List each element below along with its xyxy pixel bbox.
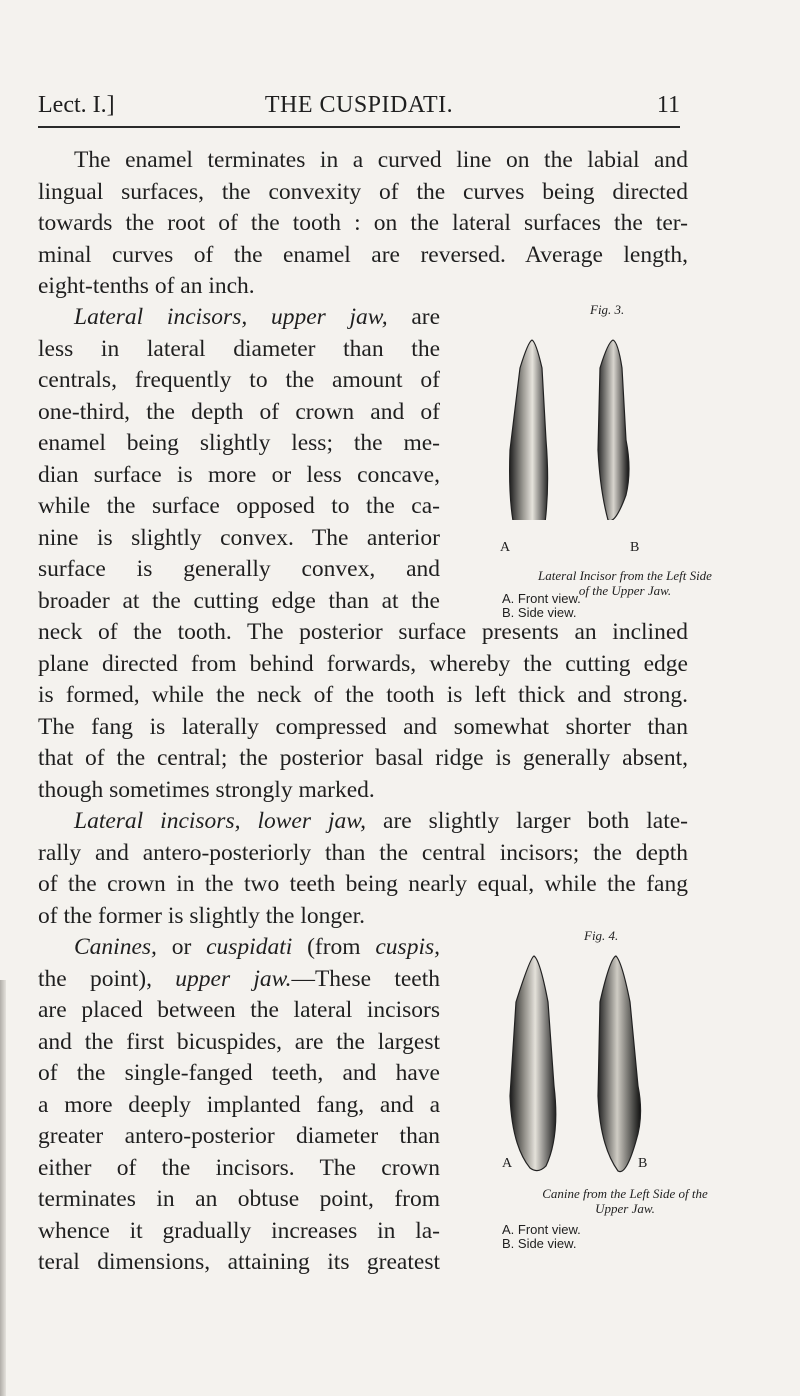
figure-3 bbox=[450, 300, 800, 600]
canine-illustration bbox=[450, 946, 800, 1176]
text-line: minal curves of the enamel are reversed. Average length, bbox=[38, 241, 688, 268]
text-line: of the crown in the two teeth being nearly equal, while the fang bbox=[38, 871, 688, 897]
text-line: rally and antero-posteriorly than the central incisors; the depth bbox=[38, 839, 688, 866]
text-line: lingual surfaces, the convexity of the curves being directed bbox=[38, 178, 688, 205]
figure-letter-a: A bbox=[502, 1156, 513, 1171]
text-line: the point), upper jaw.—These teeth bbox=[38, 965, 441, 992]
text-line: The fang is laterally compressed and somewhat shorter than bbox=[38, 713, 688, 740]
text-line: and the first bicuspides, are the largest bbox=[38, 1028, 440, 1055]
text-line: Canines, or cuspidati (from cuspis, bbox=[74, 934, 440, 960]
text-line: that of the central; the posterior basal ridge is generally absent, bbox=[38, 745, 688, 771]
text-line: neck of the tooth. The posterior surface presents an inclined bbox=[38, 619, 688, 645]
figure-letter-b: B bbox=[630, 540, 640, 555]
figure-letter-b: B bbox=[638, 1156, 648, 1171]
text-line: though sometimes strongly marked. bbox=[38, 776, 375, 803]
figure-4 bbox=[450, 928, 800, 1218]
tooth-side-view bbox=[598, 340, 629, 520]
figure-caption: Canine from the Left Side of the Upper Jaw. bbox=[542, 1186, 708, 1216]
text-line: either of the incisors. The crown bbox=[38, 1154, 440, 1181]
text-line: Lateral incisors, upper jaw, are bbox=[74, 304, 441, 330]
paragraph-continuation bbox=[38, 617, 688, 932]
lateral-incisor-illustration bbox=[450, 320, 800, 520]
subject-heading: Lateral incisors, lower jaw, bbox=[74, 808, 367, 834]
subject-heading: Canines, bbox=[74, 934, 157, 960]
subject-heading: Lateral incisors, upper jaw, bbox=[74, 304, 388, 330]
text-line: teral dimensions, attaining its greatest bbox=[38, 1249, 440, 1275]
figure-label: Fig. 4. bbox=[584, 928, 619, 943]
text-line: towards the root of the tooth : on the lateral surfaces the ter- bbox=[38, 210, 688, 236]
text-line: are placed between the lateral incisors bbox=[38, 997, 440, 1023]
text-line: of the former is slightly the longer. bbox=[38, 902, 365, 929]
text-line: a more deeply implanted fang, and a bbox=[38, 1091, 440, 1118]
text-line: eight-tenths of an inch. bbox=[38, 273, 255, 299]
text-line: dian surface is more or less concave, bbox=[38, 461, 440, 488]
text-line: Lateral incisors, lower jaw, are slightly larger both late- bbox=[74, 808, 688, 834]
text-line: of the single-fanged teeth, and have bbox=[38, 1060, 440, 1086]
text-line: whence it gradually increases in la- bbox=[38, 1217, 440, 1244]
header-title: THE CUSPIDATI. bbox=[264, 92, 454, 118]
text-line: enamel being slightly less; the me- bbox=[38, 430, 440, 456]
figure-4-legend: A. Front view. B. Side view. bbox=[502, 1222, 581, 1251]
tooth-side-view bbox=[598, 956, 641, 1172]
page-edge-shadow bbox=[0, 980, 6, 1396]
paragraph-canines bbox=[38, 932, 440, 1279]
text-line: centrals, frequently to the amount of bbox=[38, 367, 440, 393]
figure-3-legend: A. Front view. B. Side view. bbox=[502, 591, 581, 620]
figure-caption: Lateral Incisor from the Left Side of the Upper Jaw. bbox=[538, 568, 712, 598]
figure-label: Fig. 3. bbox=[590, 302, 625, 317]
tooth-front-view bbox=[510, 340, 548, 520]
text-line: broader at the cutting edge than at the bbox=[38, 587, 440, 614]
figure-letter-a: A bbox=[500, 540, 511, 555]
header-rule bbox=[38, 126, 680, 128]
tooth-front-view bbox=[510, 956, 556, 1171]
header-lecture: Lect. I.] bbox=[38, 92, 115, 118]
text-line: is formed, while the neck of the tooth is left thick and strong. bbox=[38, 682, 688, 708]
text-line: greater antero-posterior diameter than bbox=[38, 1123, 440, 1149]
page-number: 11 bbox=[656, 92, 680, 118]
text-line: terminates in an obtuse point, from bbox=[38, 1186, 440, 1212]
text-line: less in lateral diameter than the bbox=[38, 335, 440, 362]
text-line: nine is slightly convex. The anterior bbox=[38, 524, 440, 551]
text-line: one-third, the depth of crown and of bbox=[38, 398, 440, 425]
paragraph-enamel bbox=[38, 145, 688, 303]
text-line: surface is generally convex, and bbox=[38, 556, 440, 582]
text-line: plane directed from behind forwards, whereby the cutting edge bbox=[38, 650, 688, 677]
text-line: The enamel terminates in a curved line on the labial and bbox=[74, 147, 688, 173]
text-line: while the surface opposed to the ca- bbox=[38, 493, 440, 519]
paragraph-lateral-incisors-upper bbox=[38, 302, 440, 617]
